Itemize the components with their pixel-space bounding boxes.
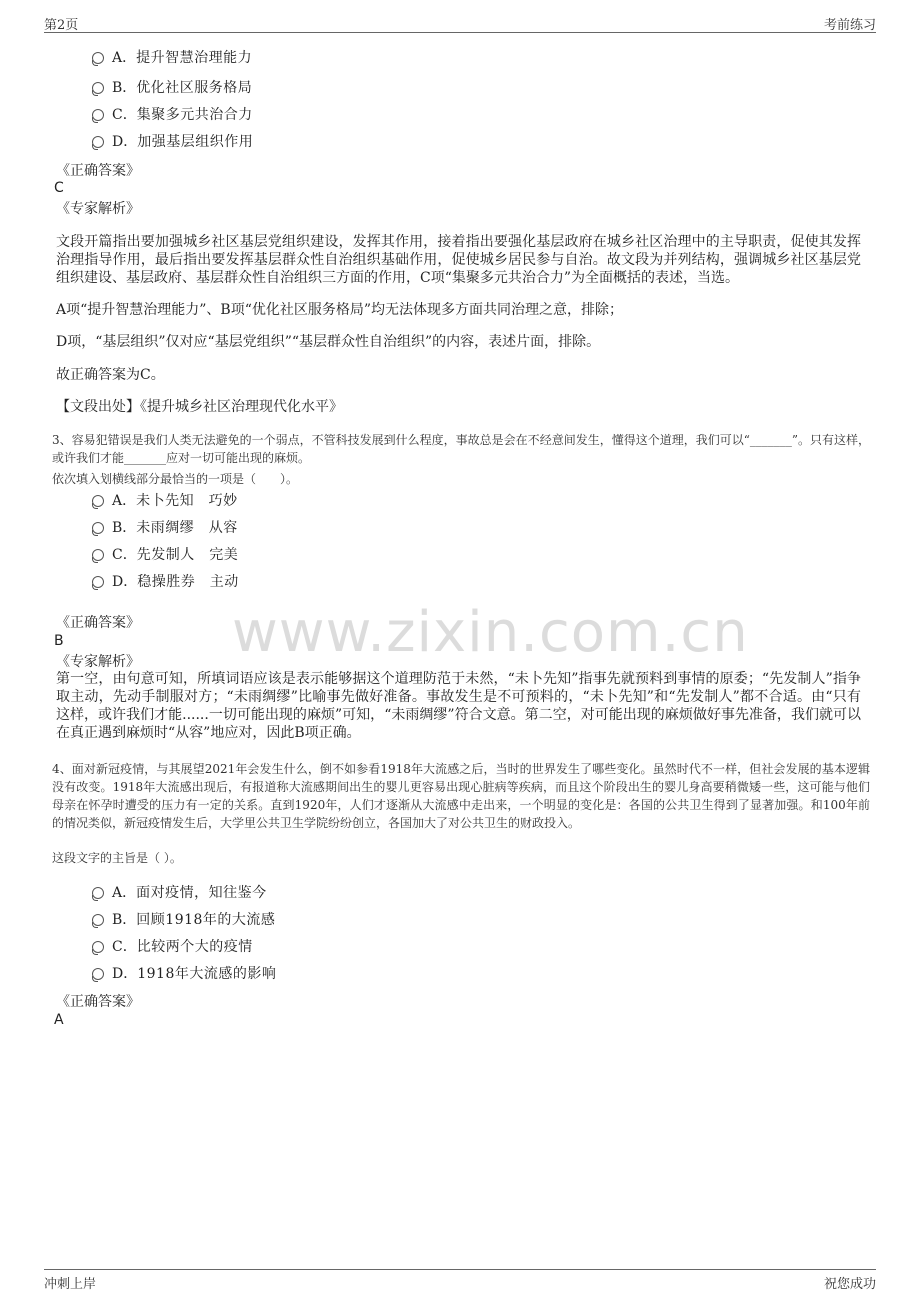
q3-analysis-label: 《专家解析》 xyxy=(56,654,140,670)
option-text: 回顾1918年的大流感 xyxy=(136,912,276,928)
q2-answer: C xyxy=(54,180,64,196)
q3-instruction: 依次填入划横线部分最恰当的一项是（ ）。 xyxy=(52,472,299,486)
q3-option-d[interactable]: D．稳操胜券 主动 xyxy=(92,572,239,592)
footer-right-text: 祝您成功 xyxy=(823,1277,876,1292)
q4-option-d[interactable]: D．1918年大流感的影响 xyxy=(92,964,276,984)
radio-icon[interactable] xyxy=(92,887,104,899)
q4-answer: A xyxy=(54,1012,64,1028)
option-text: 面对疫情，知往鉴今 xyxy=(136,885,267,901)
option-text: 先发制人 完美 xyxy=(136,547,239,563)
radio-icon[interactable] xyxy=(92,941,104,953)
q2-option-c[interactable]: C．集聚多元共治合力 xyxy=(92,105,253,125)
q2-analysis-paragraph-3: D项，“基层组织”仅对应“基层党组织”“基层群众性自治组织”的内容，表述片面，排除。 xyxy=(56,334,601,350)
radio-icon[interactable] xyxy=(92,968,104,980)
option-text: 未雨绸缪 从容 xyxy=(136,520,238,536)
q2-analysis-paragraph-4: 故正确答案为C。 xyxy=(56,367,165,383)
q3-answer: B xyxy=(54,633,64,649)
q4-option-c[interactable]: C．比较两个大的疫情 xyxy=(92,937,253,957)
q4-stem: 4、面对新冠疫情，与其展望2021年会发生什么，倒不如参看1918年大流感之后，当时的世界发生了哪些变化。虽然时代不一样，但社会发展的基本逻辑没有改变。1918年大流感出现后，有报道称大流感期间出生的婴儿更容易出现心脏病等疾病，而且这个阶段出生的婴儿身高要稍微矮一些，这可能与他们母亲在怀孕时遭受的压力有一定的关系。直到1920年，人们才逐渐从大流感中走出来，一个明显的变化是：各国的公共卫生得到了显著加强。和100年前的情况类似，新冠疫情发生后，大学里公共卫生学院纷纷创立，各国加大了对公共卫生的财政投入。 xyxy=(52,762,870,830)
q2-analysis-paragraph-2: A项“提升智慧治理能力”、B项“优化社区服务格局”均无法体现多方面共同治理之意，排除； xyxy=(56,302,624,318)
q2-option-a[interactable]: A．提升智慧治理能力 xyxy=(92,48,252,68)
page-footer xyxy=(44,1269,876,1292)
q3-analysis: 第一空，由句意可知，所填词语应该是表示能够据这个道理防范于未然，“未卜先知”指事先就预料到事情的原委；“先发制人”指争取主动，先动手制服对方；“未雨绸缪”比喻事先做好准备。事故发生是不可预料的，“未卜先知”和“先发制人”都不合适。由“只有这样，或许我们才能......一切可能出现的麻烦”可知，“未雨绸缪”符合文意。第二空，对可能出现的麻烦做好事先准备，我们就可以在真正遇到麻烦时“从容”地应对，因此B项正确。 xyxy=(56,671,861,741)
option-text: 加强基层组织作用 xyxy=(137,134,254,150)
q4-answer-label: 《正确答案》 xyxy=(56,994,140,1010)
watermark: www.zixin.com.cn xyxy=(232,600,749,665)
option-text: 稳操胜券 主动 xyxy=(137,574,239,590)
header-title: 考前练习 xyxy=(823,18,876,33)
q2-option-b[interactable]: B．优化社区服务格局 xyxy=(92,78,252,98)
q4-instruction: 这段文字的主旨是（ ）。 xyxy=(52,851,182,865)
footer-left-text: 冲刺上岸 xyxy=(44,1277,97,1292)
radio-icon[interactable] xyxy=(92,82,104,94)
q3-option-b[interactable]: B．未雨绸缪 从容 xyxy=(92,518,238,538)
q2-option-d[interactable]: D．加强基层组织作用 xyxy=(92,132,253,152)
radio-icon[interactable] xyxy=(92,495,104,507)
q3-answer-label: 《正确答案》 xyxy=(56,615,140,631)
q2-source: 【文段出处】《提升城乡社区治理现代化水平》 xyxy=(56,399,343,415)
radio-icon[interactable] xyxy=(92,522,104,534)
page-number: 第2页 xyxy=(44,18,79,33)
option-text: 比较两个大的疫情 xyxy=(136,939,253,955)
radio-icon[interactable] xyxy=(92,52,104,64)
q2-answer-label: 《正确答案》 xyxy=(56,163,140,179)
q2-analysis-paragraph-1: 文段开篇指出要加强城乡社区基层党组织建设，发挥其作用，接着指出要强化基层政府在城乡社区治理中的主导职责，促使其发挥治理指导作用，最后指出要发挥基层群众性自治组织基础作用，促使城乡居民参与自治。故文段为并列结构，强调城乡社区基层党组织建设、基层政府、基层群众性自治组织三方面的作用，C项“集聚多元共治合力”为全面概括的表述，当选。 xyxy=(56,234,861,286)
option-text: 1918年大流感的影响 xyxy=(137,966,277,982)
q3-stem: 3、容易犯错误是我们人类无法避免的一个弱点，不管科技发展到什么程度，事故总是会在不经意间发生，懂得这个道理，我们可以“_______”。只有这样，或许我们才能_______应对一切可能出现的麻烦。 xyxy=(52,433,870,465)
radio-icon[interactable] xyxy=(92,549,104,561)
q3-option-c[interactable]: C．先发制人 完美 xyxy=(92,545,238,565)
radio-icon[interactable] xyxy=(92,109,104,121)
radio-icon[interactable] xyxy=(92,136,104,148)
option-text: 提升智慧治理能力 xyxy=(136,50,253,66)
option-text: 优化社区服务格局 xyxy=(136,80,253,96)
radio-icon[interactable] xyxy=(92,576,104,588)
page-header xyxy=(44,12,876,33)
option-text: 集聚多元共治合力 xyxy=(136,107,253,123)
q4-option-b[interactable]: B．回顾1918年的大流感 xyxy=(92,910,275,930)
q3-option-a[interactable]: A．未卜先知 巧妙 xyxy=(92,491,238,511)
radio-icon[interactable] xyxy=(92,914,104,926)
q4-option-a[interactable]: A．面对疫情，知往鉴今 xyxy=(92,883,267,903)
option-text: 未卜先知 巧妙 xyxy=(136,493,238,509)
q2-analysis-label: 《专家解析》 xyxy=(56,201,140,217)
